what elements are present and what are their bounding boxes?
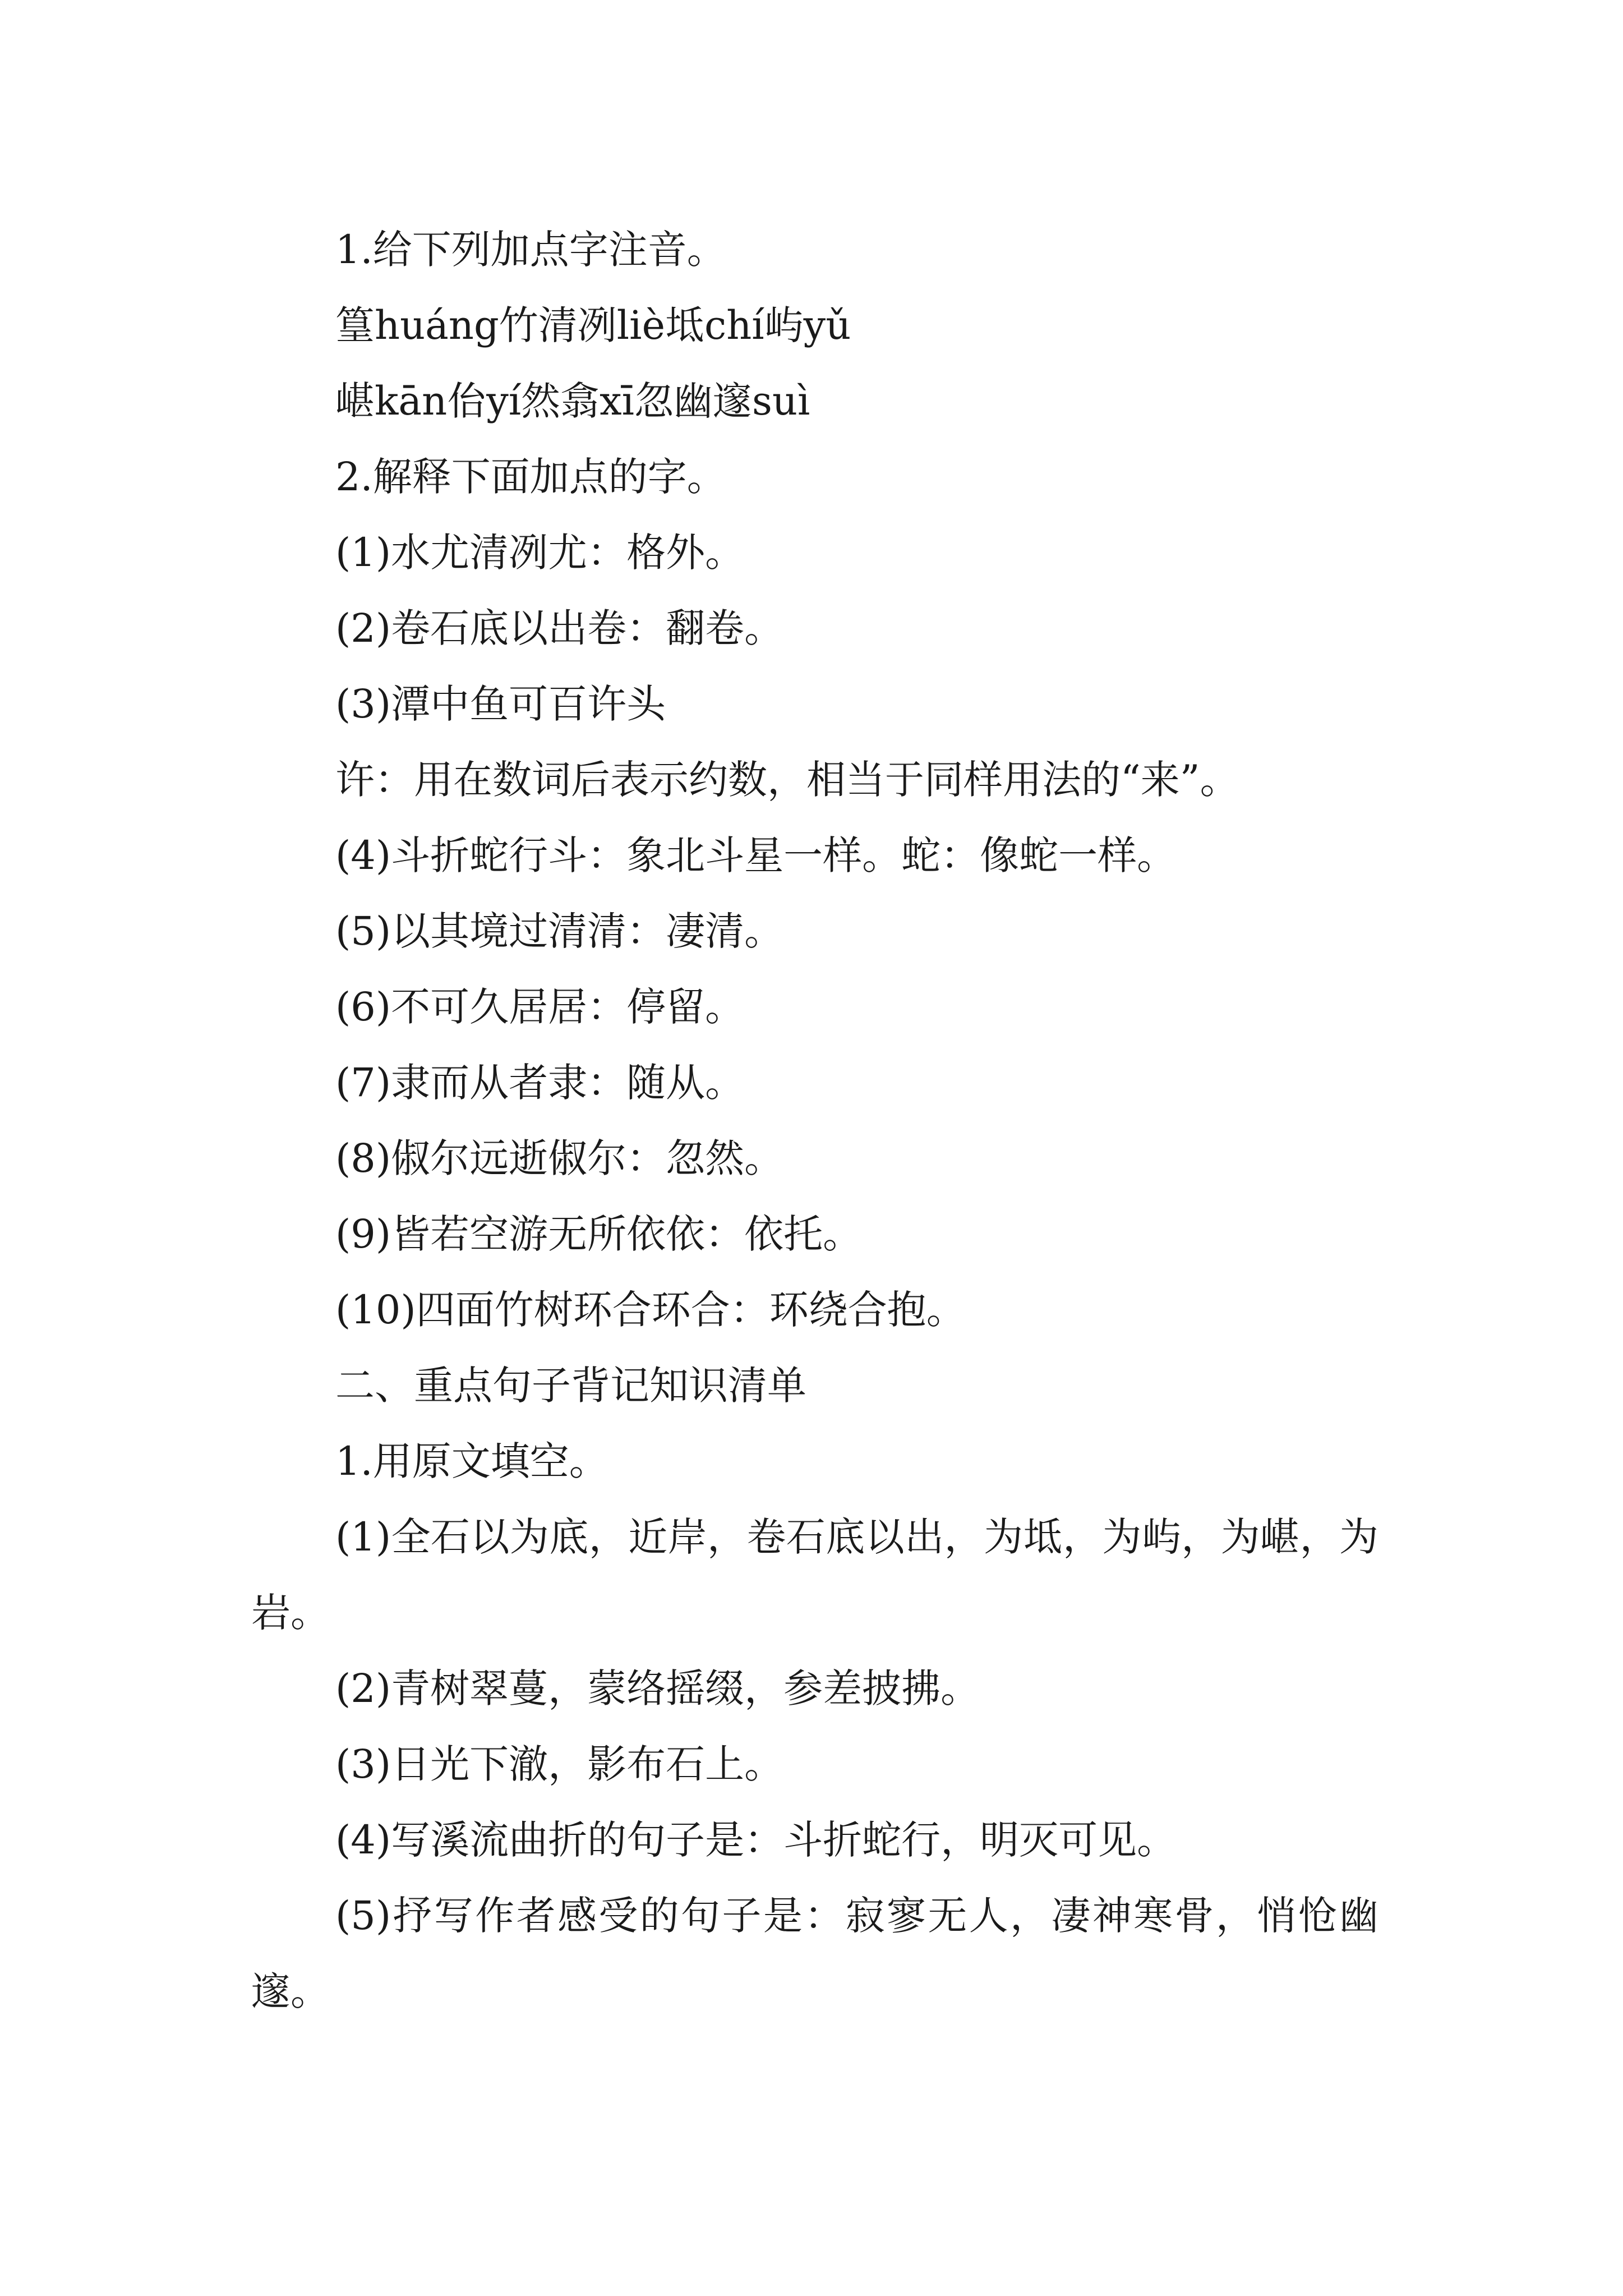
definition-item: (4)斗折蛇行斗：象北斗星一样。蛇：像蛇一样。 xyxy=(335,832,1177,878)
pinyin-line-2: 嵁kān佁yí然翕xī忽幽邃suì xyxy=(335,378,810,424)
fill-in-item: (5)抒写作者感受的句子是：寂寥无人，凄神寒骨，悄怆幽邃。 xyxy=(251,1893,1378,2014)
definition-item: (5)以其境过清清：凄清。 xyxy=(335,908,784,954)
definition-item: (9)皆若空游无所依依：依托。 xyxy=(335,1211,863,1257)
question-1-heading: 1.给下列加点字注音。 xyxy=(335,227,726,273)
definition-item: (8)俶尔远逝俶尔：忽然。 xyxy=(335,1135,784,1181)
fill-in-item: (4)写溪流曲折的句子是：斗折蛇行，明灭可见。 xyxy=(335,1817,1177,1863)
pinyin-line-1: 篁huáng竹清冽liè坻chí屿yǔ xyxy=(335,302,851,348)
fill-in-item: (2)青树翠蔓，蒙络摇缀，参差披拂。 xyxy=(335,1665,980,1711)
definition-item: (2)卷石底以出卷：翻卷。 xyxy=(335,605,784,651)
section-heading: 二、重点句子背记知识清单 xyxy=(335,1363,806,1409)
document-body xyxy=(251,212,1378,2030)
definition-item: (10)四面竹树环合环合：环绕合抱。 xyxy=(335,1287,966,1333)
definition-item: (1)水尤清冽尤：格外。 xyxy=(335,530,745,576)
definition-item: 许：用在数词后表示约数，相当于同样用法的“来”。 xyxy=(335,757,1239,803)
fill-in-item: (3)日光下澈，影布石上。 xyxy=(335,1741,784,1787)
definition-item: (3)潭中鱼可百许头 xyxy=(335,681,666,727)
fill-in-heading: 1.用原文填空。 xyxy=(335,1438,608,1484)
definition-item: (6)不可久居居：停留。 xyxy=(335,984,745,1030)
fill-in-item: (1)全石以为底，近岸，卷石底以出，为坻，为屿，为嵁，为岩。 xyxy=(251,1514,1378,1636)
question-2-heading: 2.解释下面加点的字。 xyxy=(335,454,726,500)
definition-item: (7)隶而从者隶：随从。 xyxy=(335,1060,745,1106)
